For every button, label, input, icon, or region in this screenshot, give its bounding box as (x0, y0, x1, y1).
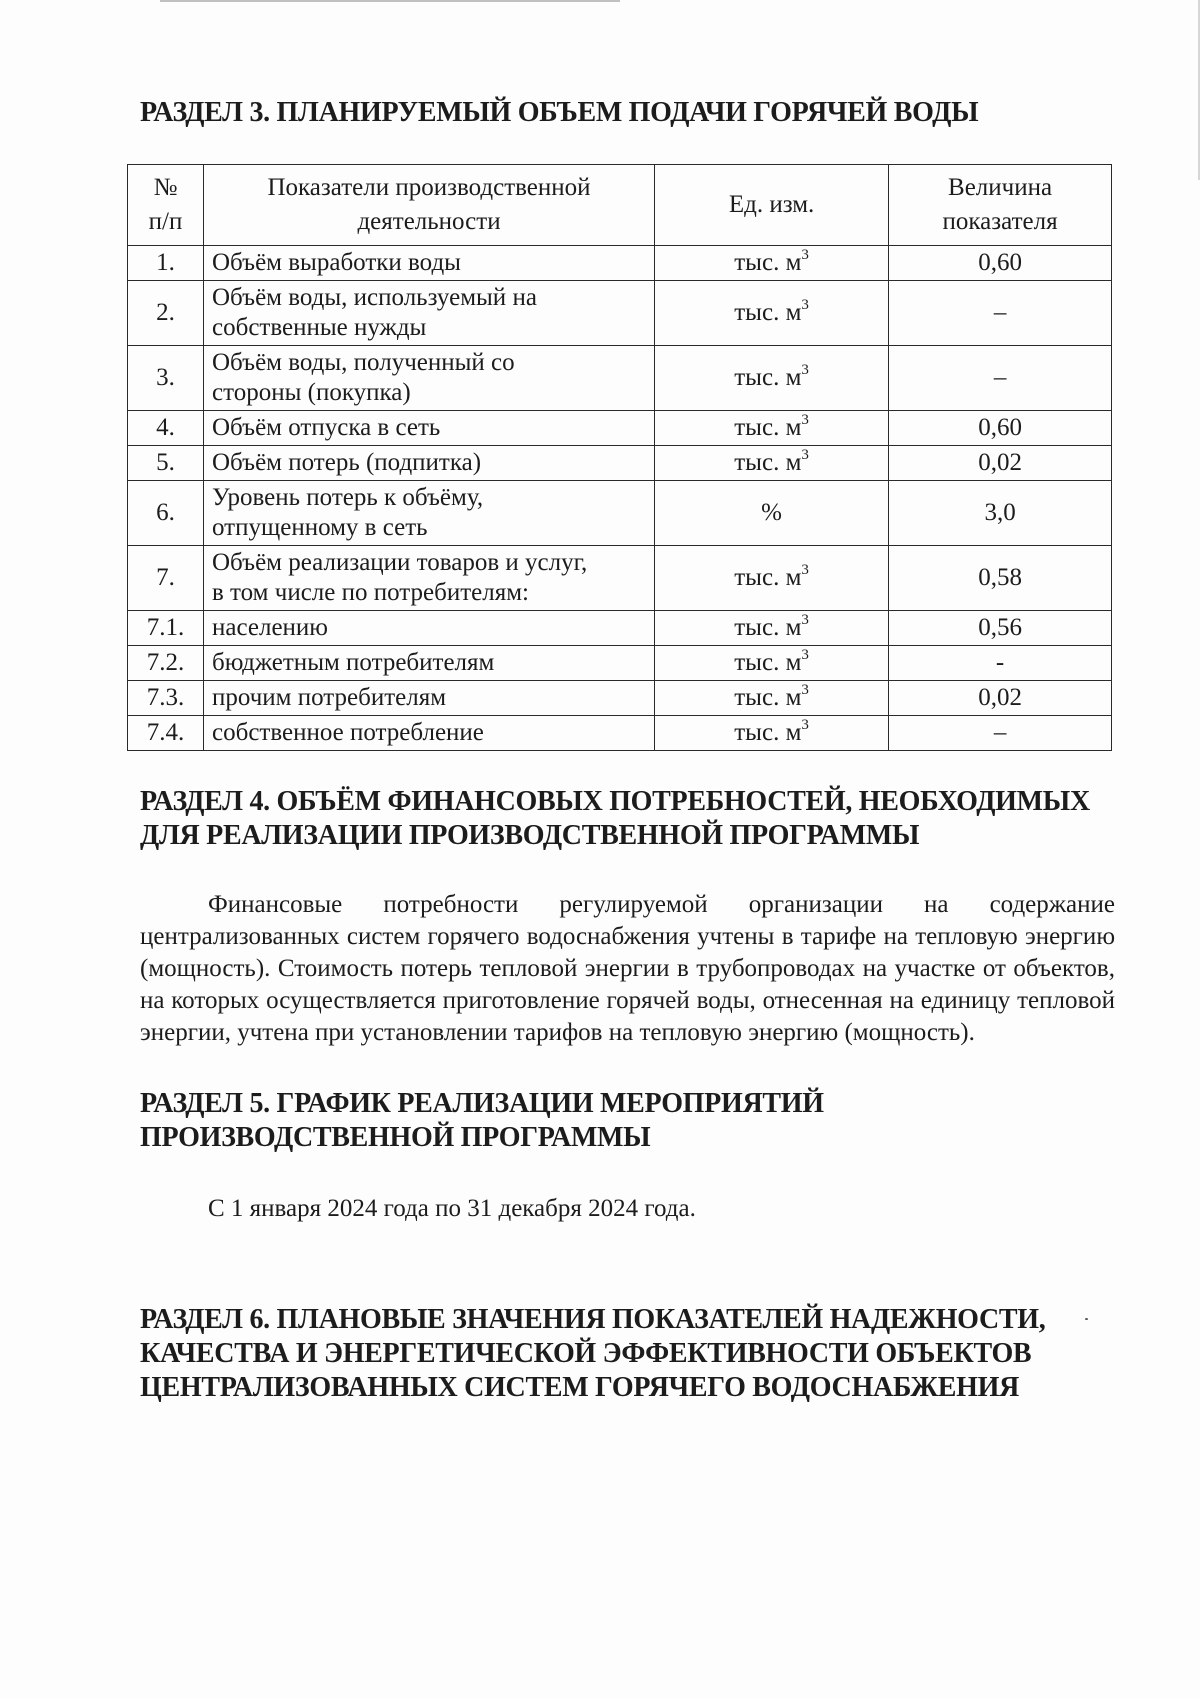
row-unit-power: 3 (801, 646, 809, 663)
row-number: 7.1. (128, 611, 204, 646)
section-6-title-line1: РАЗДЕЛ 6. ПЛАНОВЫЕ ЗНАЧЕНИЯ ПОКАЗАТЕЛЕЙ НАДЕЖНОСТИ, (140, 1304, 1046, 1335)
table-row (128, 546, 1112, 611)
section-6-title-line3: ЦЕНТРАЛИЗОВАННЫХ СИСТЕМ ГОРЯЧЕГО ВОДОСНАБЖЕНИЯ (140, 1372, 1020, 1403)
table-row (128, 411, 1112, 446)
row-number: 7. (128, 546, 204, 611)
row-unit-text: % (761, 499, 782, 526)
section-5-title (140, 1087, 1115, 1155)
row-number: 6. (128, 481, 204, 546)
row-value: 0,60 (889, 411, 1112, 446)
row-unit-text: тыс. м (734, 249, 802, 276)
header-indicator (204, 165, 655, 246)
row-indicator-line1: населению (212, 614, 328, 641)
row-unit-power: 3 (801, 611, 809, 628)
row-indicator-line1: Объём реализации товаров и услуг, (212, 549, 588, 576)
section-3-title: РАЗДЕЛ 3. ПЛАНИРУЕМЫЙ ОБЪЕМ ПОДАЧИ ГОРЯЧЕЙ ВОДЫ (140, 97, 979, 128)
header-value (889, 165, 1112, 246)
section-6-title (140, 1303, 1115, 1405)
row-unit-text: тыс. м (734, 684, 802, 711)
document-page (140, 96, 1115, 1405)
row-indicator-line1: Объём выработки воды (212, 249, 461, 276)
row-unit (655, 481, 889, 546)
row-number: 4. (128, 411, 204, 446)
row-unit (655, 546, 889, 611)
row-number: 7.2. (128, 646, 204, 681)
row-unit (655, 411, 889, 446)
row-unit-text: тыс. м (734, 364, 802, 391)
row-unit-power: 3 (801, 561, 809, 578)
row-indicator (204, 346, 655, 411)
table-row (128, 281, 1112, 346)
header-unit: Ед. изм. (655, 165, 889, 246)
row-unit (655, 246, 889, 281)
section-5-title-line1: РАЗДЕЛ 5. ГРАФИК РЕАЛИЗАЦИИ МЕРОПРИЯТИЙ (140, 1088, 824, 1119)
row-unit-power: 3 (801, 296, 809, 313)
row-unit (655, 681, 889, 716)
implementation-period: С 1 января 2024 года по 31 декабря 2024 года. (208, 1195, 696, 1222)
row-value: 0,02 (889, 681, 1112, 716)
row-indicator-line1: Объём отпуска в сеть (212, 414, 441, 441)
row-number: 1. (128, 246, 204, 281)
row-unit-text: тыс. м (734, 649, 802, 676)
table-row (128, 716, 1112, 751)
table-row (128, 611, 1112, 646)
table-header-row (128, 165, 1112, 246)
row-indicator (204, 681, 655, 716)
row-indicator-line2: собственные нужды (212, 314, 427, 341)
table-row (128, 246, 1112, 281)
row-indicator (204, 546, 655, 611)
row-indicator (204, 446, 655, 481)
row-value: 0,60 (889, 246, 1112, 281)
row-indicator-line1: бюджетным потребителям (212, 649, 495, 676)
row-indicator-line1: прочим потребителям (212, 684, 447, 711)
row-indicator-line2: в том числе по потребителям: (212, 579, 529, 606)
row-indicator-line1: Объём воды, используемый на (212, 284, 537, 311)
table-row (128, 346, 1112, 411)
table-row (128, 681, 1112, 716)
row-indicator (204, 281, 655, 346)
row-value: – (889, 716, 1112, 751)
row-unit (655, 646, 889, 681)
row-unit-power: 3 (801, 681, 809, 698)
table-body (128, 246, 1112, 751)
row-unit-power: 3 (801, 446, 809, 463)
header-num (128, 165, 204, 246)
row-indicator (204, 646, 655, 681)
row-unit (655, 716, 889, 751)
section-4-title-line2: ДЛЯ РЕАЛИЗАЦИИ ПРОИЗВОДСТВЕННОЙ ПРОГРАММЫ (140, 820, 920, 851)
row-indicator (204, 611, 655, 646)
row-number: 3. (128, 346, 204, 411)
financial-needs-paragraph: Финансовые потребности регулируемой организации на содержание централизованных систем горячего водоснабжения учтены в тарифе на тепловую энергию (мощность). Стоимость потерь тепловой энергии в трубопроводах на участке от объектов, на которых осуществляется приготовление горячей воды, отнесенная на единицу тепловой энергии, учтена при установлении тарифов на тепловую энергию (мощность). (140, 891, 1115, 1046)
row-unit-power: 3 (801, 361, 809, 378)
header-num-line1: № (153, 174, 178, 201)
row-unit-text: тыс. м (734, 299, 802, 326)
table-row (128, 481, 1112, 546)
row-value: 0,58 (889, 546, 1112, 611)
row-unit (655, 281, 889, 346)
section-5-title-line2: ПРОИЗВОДСТВЕННОЙ ПРОГРАММЫ (140, 1122, 651, 1153)
row-value: 3,0 (889, 481, 1112, 546)
row-unit (655, 346, 889, 411)
header-indicator-line2: деятельности (357, 208, 501, 235)
row-indicator (204, 716, 655, 751)
row-indicator-line1: Объём воды, полученный со (212, 349, 515, 376)
row-indicator (204, 481, 655, 546)
row-number: 7.3. (128, 681, 204, 716)
row-value: – (889, 281, 1112, 346)
row-unit-text: тыс. м (734, 564, 802, 591)
header-value-line1: Величина (948, 174, 1053, 201)
row-indicator-line1: Уровень потерь к объёму, (212, 484, 484, 511)
header-value-line2: показателя (942, 208, 1058, 235)
row-unit-text: тыс. м (734, 614, 802, 641)
row-unit-power: 3 (801, 411, 809, 428)
row-unit (655, 446, 889, 481)
row-unit-text: тыс. м (734, 414, 802, 441)
row-indicator-line1: Объём потерь (подпитка) (212, 449, 482, 476)
row-value: 0,56 (889, 611, 1112, 646)
row-unit (655, 611, 889, 646)
row-indicator (204, 411, 655, 446)
header-indicator-line1: Показатели производственной (267, 174, 591, 201)
row-unit-text: тыс. м (734, 719, 802, 746)
section-6-title-line2: КАЧЕСТВА И ЭНЕРГЕТИЧЕСКОЙ ЭФФЕКТИВНОСТИ ОБЪЕКТОВ (140, 1338, 1032, 1369)
row-value: - (889, 646, 1112, 681)
row-unit-power: 3 (801, 716, 809, 733)
row-unit-power: 3 (801, 246, 809, 263)
row-value: – (889, 346, 1112, 411)
production-indicators-table (127, 164, 1112, 751)
row-value: 0,02 (889, 446, 1112, 481)
row-indicator (204, 246, 655, 281)
header-num-line2: п/п (148, 208, 183, 235)
row-number: 7.4. (128, 716, 204, 751)
row-number: 2. (128, 281, 204, 346)
section-4-title-line1: РАЗДЕЛ 4. ОБЪЁМ ФИНАНСОВЫХ ПОТРЕБНОСТЕЙ, НЕОБХОДИМЫХ (140, 786, 1090, 817)
section-4-title (140, 785, 1115, 853)
table-row (128, 646, 1112, 681)
table-row (128, 446, 1112, 481)
row-indicator-line2: стороны (покупка) (212, 379, 411, 406)
row-number: 5. (128, 446, 204, 481)
row-indicator-line1: собственное потребление (212, 719, 484, 746)
scan-edge-top (160, 0, 620, 2)
row-unit-text: тыс. м (734, 449, 802, 476)
row-indicator-line2: отпущенному в сеть (212, 514, 428, 541)
